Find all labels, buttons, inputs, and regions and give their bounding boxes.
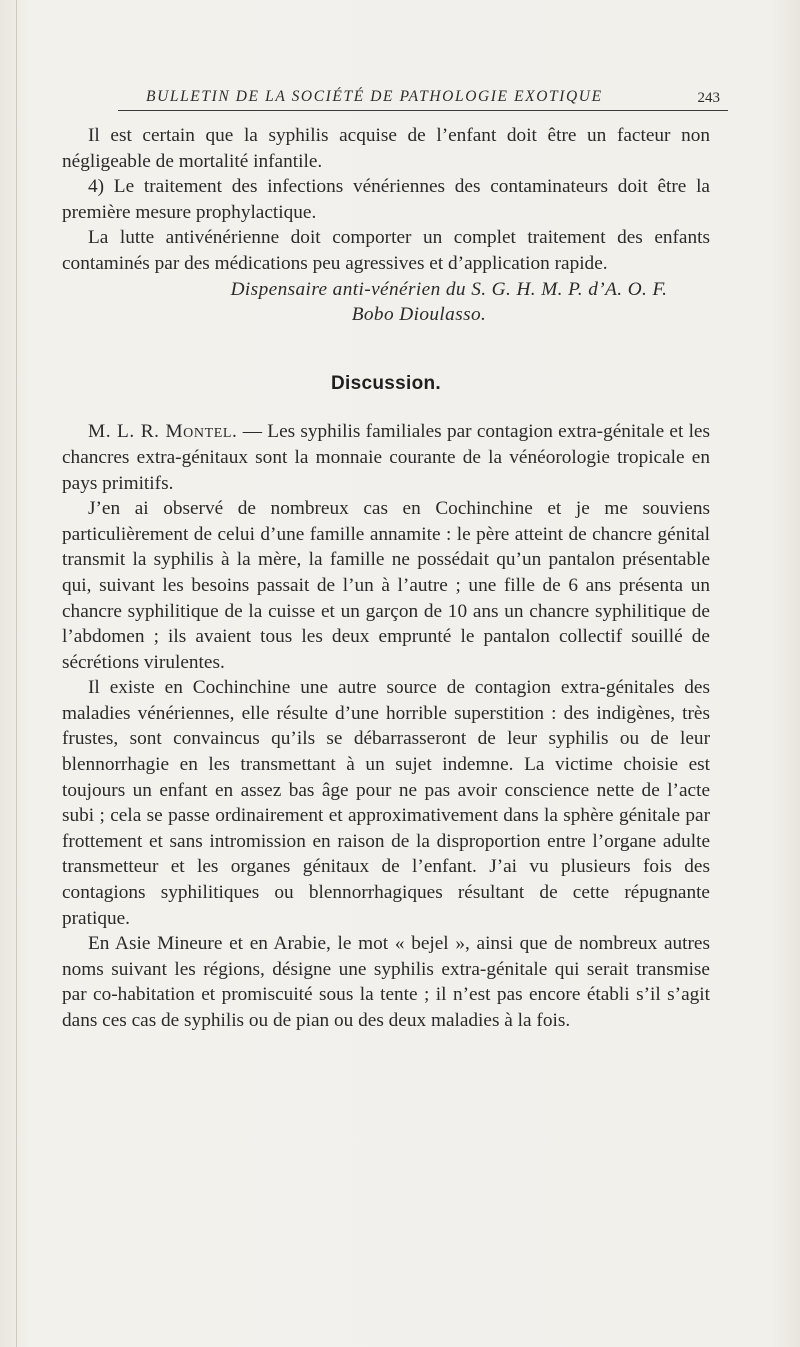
paragraph-conclusion-4: 4) Le traitement des infections vénériennes des contaminateurs doit être la première mesure prophylactique. xyxy=(62,176,710,223)
discussion-paragraph-1 xyxy=(62,419,710,496)
signature-location: Bobo Dioulasso. xyxy=(351,304,487,326)
discussion-paragraph-2: J’en ai observé de nombreux cas en Cochinchine et je me souviens particulièrement de celui d’une famille annamite : le père atteint de chancre génital transmit la syphilis à la mère, la famille ne possédait qu’un pantalon présentable qui, suivant les besoins passait de l’un à l’autre ; une fille de 6 ans présenta un chancre syphilitique de la cuisse et un garçon de 10 ans un chancre syphilitique de l’abdomen ; ils avaient tous les deux emprunté le pantalon collectif souillé de sécrétions virulentes. xyxy=(62,498,710,673)
discussion-paragraph-4: En Asie Mineure et en Arabie, le mot « bejel », ainsi que de nombreux autres noms suivant les régions, désigne une syphilis extra-génitale qui serait transmise par co-habitation et promiscuité sous la tente ; il n’est pas encore établi s’il s’agit dans ces cas de syphilis ou de pian ou des deux maladies à la fois. xyxy=(62,933,710,1031)
discussion-paragraph-1-text: — Les syphilis familiales par contagion extra-génitale et les chancres extra-génitaux sont la monnaie courante de la vénéorologie tropicale en pays primitifs. xyxy=(62,421,710,494)
body-text xyxy=(62,123,710,1034)
page-number: 243 xyxy=(697,90,720,106)
signature-institution: Dispensaire anti-vénérien du S. G. H. M. P. d’A. O. F. xyxy=(230,278,668,300)
discussion-paragraph-3: Il existe en Cochinchine une autre source de contagion extra-génitales des maladies vénériennes, elle résulte d’une horrible superstition : des indigènes, très frustes, sont convaincus qu’ils se débarrasseront de leur syphilis ou de leur blennorrhagie en les transmettant à un sujet indemne. La victime choisie est toujours un enfant en assez bas âge pour ne pas avoir conscience nette de l’acte subi ; cela se passe ordinairement et approximativement dans la sphère génitale par frottement et sans intromission en raison de la disproportion entre l’organe adulte transmetteur et les organes génitaux de l’enfant. J’ai vu plusieurs fois des contagions syphilitiques ou blennorrhagiques résultant de cette répugnante pratique. xyxy=(62,677,710,929)
discussion-heading: Discussion. xyxy=(331,372,441,394)
speaker-name: M. L. R. Montel. xyxy=(88,421,238,443)
journal-title: BULLETIN DE LA SOCIÉTÉ DE PATHOLOGIE EXOTIQUE xyxy=(146,88,603,105)
running-header xyxy=(118,86,728,111)
paragraph-conclusion-1: Il est certain que la syphilis acquise de l’enfant doit être un facteur non négligeable de mortalité infantile. xyxy=(62,125,710,172)
page-edge-shadow xyxy=(16,0,17,1347)
paragraph-conclusion-treatment: La lutte antivénérienne doit comporter un complet traitement des enfants contaminés par des médications peu agressives et d’application rapide. xyxy=(62,227,710,274)
